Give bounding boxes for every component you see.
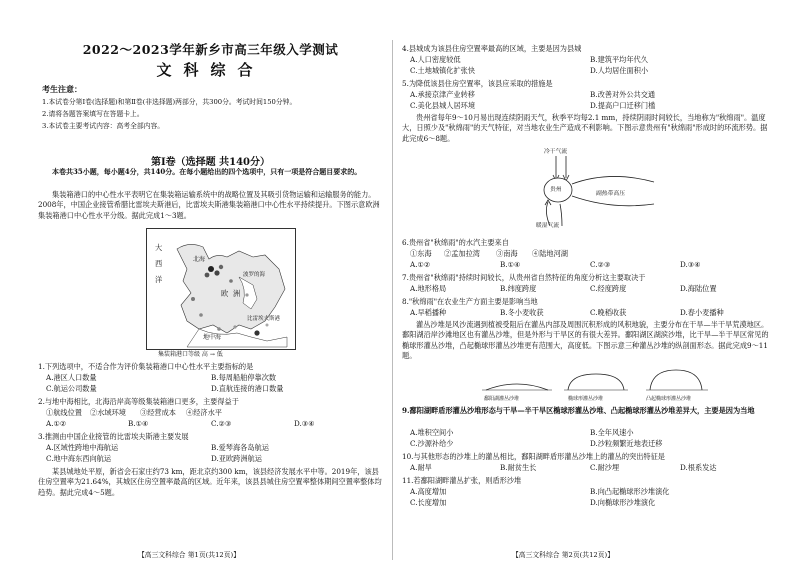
question-8: 8."秋绵雨"在农业生产方面主要是影响当地 (402, 297, 538, 306)
q2-option-c[interactable]: C.②③ (211, 419, 232, 428)
dune-label-poyang: 鄱阳湖灌丛沙堆 (484, 396, 520, 402)
q2-item-1: ①航线位置 (46, 408, 82, 417)
question-8-options (410, 308, 770, 319)
q10-option-b[interactable]: B.耐贫生长 (500, 463, 537, 472)
q6-option-d[interactable]: D.③④ (680, 260, 701, 269)
q8-option-a[interactable]: A.早稻播种 (410, 308, 447, 317)
q8-option-d[interactable]: D.春小麦播种 (680, 308, 724, 317)
dune-label-ellipsoid: 椭球形灌丛沙堆 (568, 396, 604, 402)
question-9: 9.鄱阳湖畔盾形灌丛沙堆形态与干旱—半干旱区椭球形灌丛沙堆、凸起椭球形灌丛沙堆差异大，主要是因为当地 (402, 406, 755, 415)
question-1: 1.下列选项中，不适合作为评价集装箱港口中心性水平主要指标的是 (38, 362, 254, 371)
q6-item-2: ②孟加拉湾 (444, 249, 480, 258)
q5-option-b[interactable]: B.改善对外公共交通 (590, 90, 656, 99)
q6-option-a[interactable]: A.①② (410, 260, 431, 269)
dune-label-raised: 凸起椭球形灌丛沙堆 (646, 396, 692, 402)
q4-option-b[interactable]: B.建筑平均年代久 (590, 55, 648, 64)
dune-profiles-svg (482, 368, 712, 394)
q9-option-d[interactable]: D.沙粒频繁近地表迁移 (590, 439, 663, 448)
q4-option-a[interactable]: A.人口密度较低 (410, 55, 461, 64)
label-subtropical-high: 副热带高压 (596, 191, 625, 197)
question-2-options (46, 408, 376, 430)
passage-1: 集装箱港口的中心性水平表明它在集装箱运输系统中的战略位置及其吸引货物运输和运输服务的能力。2008年，中国企业接管希腊比雷埃夫斯港后，比雷埃夫斯港集装箱港口中心性水平持续提升。下图示意欧洲集装箱港口中心性水平分级。据此完成1～3题。 (38, 190, 380, 220)
map-label-ou: 欧 (221, 289, 229, 298)
question-5-options (410, 90, 770, 112)
page-2 (402, 0, 774, 588)
q1-option-c[interactable]: C.航运公司数量 (46, 384, 97, 393)
europe-port-map (146, 228, 296, 350)
q6-item-1: ①东海 (410, 249, 432, 258)
map-label-da: 大 (155, 243, 163, 252)
question-11: 11.若鄱阳湖畔灌丛扩张，则盾形沙堆 (402, 476, 522, 485)
q2-option-a[interactable]: A.①② (46, 419, 67, 428)
notice-1: 1.本试卷分第Ⅰ卷(选择题)和第Ⅱ卷(非选择题)两部分，共300分。考试时间150分钟。 (42, 98, 297, 106)
q7-option-d[interactable]: D.海陆位置 (680, 284, 717, 293)
passage-2: 某县城地处平原，新省会石家庄约73 km，距北京约300 km，该县经济发展水平中等。2019年，该县住房空置率为21.64%，其城区住房空置率最高的区域。近年来，该县县城住房空置率整体期间空置率整体均趋势。据此完成4～5题。 (38, 467, 382, 497)
q2-option-d[interactable]: D.③④ (294, 419, 315, 428)
map-label-north-sea: 北海 (193, 256, 206, 263)
map-label-med: 地中海 (203, 334, 222, 341)
q6-item-3: ③南海 (496, 249, 518, 258)
q8-option-c[interactable]: C.晚稻收获 (590, 308, 627, 317)
q10-option-d[interactable]: D.根系发达 (680, 463, 717, 472)
q9-option-b[interactable]: B.全年风速小 (590, 428, 634, 437)
q1-option-a[interactable]: A.港区人口数量 (46, 373, 97, 382)
q7-option-c[interactable]: C.经度跨度 (590, 284, 627, 293)
q9-option-c[interactable]: C.沙源补给少 (410, 439, 454, 448)
q4-option-d[interactable]: D.人均居住面积小 (590, 66, 649, 75)
question-3-options (46, 443, 376, 465)
dune-profiles (482, 368, 712, 404)
map-label-zhou: 洲 (233, 289, 241, 298)
q11-option-b[interactable]: B.向凸起椭球形沙堆演化 (590, 487, 670, 496)
question-7: 7.贵州省"秋绵雨"持续时间较长，从贵州省自然特征的角度分析这主要取决于 (402, 273, 646, 282)
q10-option-c[interactable]: C.耐沙埋 (590, 463, 620, 472)
circulation-map (514, 148, 664, 230)
q2-option-b[interactable]: B.①④ (128, 419, 149, 428)
notice-3: 3.本试卷主要考试内容：高考全部内容。 (42, 122, 165, 130)
q3-option-a[interactable]: A.区域性跨地中海航运 (46, 443, 119, 452)
map-label-yang: 洋 (155, 275, 163, 284)
q1-option-d[interactable]: D.直航连接的港口数量 (211, 384, 284, 393)
label-guizhou: 贵州 (550, 187, 562, 193)
question-6: 6.贵州省"秋绵雨"的水汽主要来自 (402, 238, 509, 247)
label-warm-moist-air: 暖湿气流 (536, 223, 560, 229)
q6-item-4: ④陆地河湖 (532, 249, 568, 258)
map-label-piraeus: 比雷埃夫斯港 (247, 316, 281, 322)
q10-option-a[interactable]: A.耐旱 (410, 463, 432, 472)
question-11-options (410, 487, 770, 509)
question-10-options (410, 463, 770, 474)
question-5: 5.为降低该县住房空置率，该县应采取的措施是 (402, 79, 553, 88)
q6-option-c[interactable]: C.②③ (590, 260, 611, 269)
exam-title: 2022～2023学年新乡市高三年级入学测试 (82, 42, 339, 57)
question-7-options (410, 284, 770, 295)
q5-option-c[interactable]: C.美化县城人居环境 (410, 101, 476, 110)
question-2: 2.与地中海相比，北海沿岸高等级集装箱港口更多，主要得益于 (38, 397, 239, 406)
q4-option-c[interactable]: C.土地城镇化扩张快 (410, 66, 476, 75)
q7-option-b[interactable]: B.纬度跨度 (500, 284, 537, 293)
notice-heading: 考生注意： (42, 84, 82, 94)
footer-page-2: 【高三文科综合 第2页(共12页)】 (512, 551, 614, 559)
q9-option-a[interactable]: A.堆积空间小 (410, 428, 454, 437)
q6-option-b[interactable]: B.①④ (500, 260, 521, 269)
q5-option-a[interactable]: A.承接京津产业转移 (410, 90, 475, 99)
question-4-options (410, 55, 770, 77)
notice-2: 2.请将各题答案填写在答题卡上。 (42, 110, 144, 118)
label-cold-dry-air: 冷干气流 (544, 149, 568, 155)
q11-option-c[interactable]: C.长度增加 (410, 498, 447, 507)
map-label-baltic: 波罗的海 (243, 272, 266, 278)
page-1 (38, 0, 383, 588)
question-10: 10.与其他形态的沙堆上的灌丛相比，鄱阳湖畔盾形灌丛沙堆上的灌丛的突出特征是 (402, 452, 665, 461)
passage-3: 贵州省每年9～10月易出现连续阴雨天气，秋季平均每2.1 mm，持续阴雨时间较长，当地称为"秋绵雨"。温度大，日照少及"秋绵雨"的天气特征，对当地农业生产造成不利影响。下图示意贵州有"秋绵雨"形成时的环流形势。据此完成6～8题。 (402, 113, 768, 143)
q2-item-3: ③经营成本 (140, 408, 176, 417)
q3-option-b[interactable]: B.爱琴海各岛航运 (211, 443, 269, 452)
q1-option-b[interactable]: B.每周船舶停靠次数 (211, 373, 277, 382)
question-1-options (46, 373, 376, 395)
q11-option-d[interactable]: D.向椭球形沙堆演化 (590, 498, 656, 507)
q2-item-4: ④经济水平 (186, 408, 222, 417)
q3-option-c[interactable]: C.地中海东西向航运 (46, 454, 112, 463)
passage-4: 灌丛沙堆是风沙流遇到植被受阻后在灌丛内部及周围沉积形成的风积地貌，主要分布在干旱—半干旱荒漠地区。鄱阳湖沿岸沙滩地区也有灌丛沙堆，但是外形与干旱区的有很大差异。鄱阳湖区湖滨沙堆，比干旱—半干旱区常见的椭球形灌丛沙堆，凸起椭球形灌丛沙堆更有范围大，高度低。下图示意三种灌丛沙堆的纵剖面形态。据此完成9～11题。 (402, 320, 769, 361)
question-6-options (410, 249, 770, 271)
question-3: 3.推测由中国企业接管的比雷埃夫斯港主要发展 (38, 432, 189, 441)
q2-item-2: ②水域环境 (90, 408, 126, 417)
map-label-xi: 西 (155, 259, 163, 268)
map-legend: 集装箱港口等级 高 → 低 (158, 351, 223, 358)
q3-option-d[interactable]: D.亚欧跨洲航运 (211, 454, 262, 463)
circulation-map-svg (514, 148, 664, 230)
page-divider (392, 40, 393, 560)
q8-option-b[interactable]: B.冬小麦收获 (500, 308, 544, 317)
footer-page-1: 【高三文科综合 第1页(共12页)】 (138, 551, 240, 559)
subject-title: 文科综合 (156, 61, 265, 79)
question-4: 4.县城成为该县住房空置率最高的区域，主要是因为县城 (402, 44, 582, 53)
section-desc: 本卷共35小题，每小题4分，共140分。在每小题给出的四个选项中，只有一项是符合题目要求的。 (52, 167, 362, 176)
q5-option-d[interactable]: D.提高户口迁移门槛 (590, 101, 656, 110)
section-title: 第Ⅰ卷（选择题 共140分） (150, 157, 271, 168)
q11-option-a[interactable]: A.高度增加 (410, 487, 447, 496)
q7-option-a[interactable]: A.地形格局 (410, 284, 447, 293)
question-9-options (410, 428, 770, 450)
